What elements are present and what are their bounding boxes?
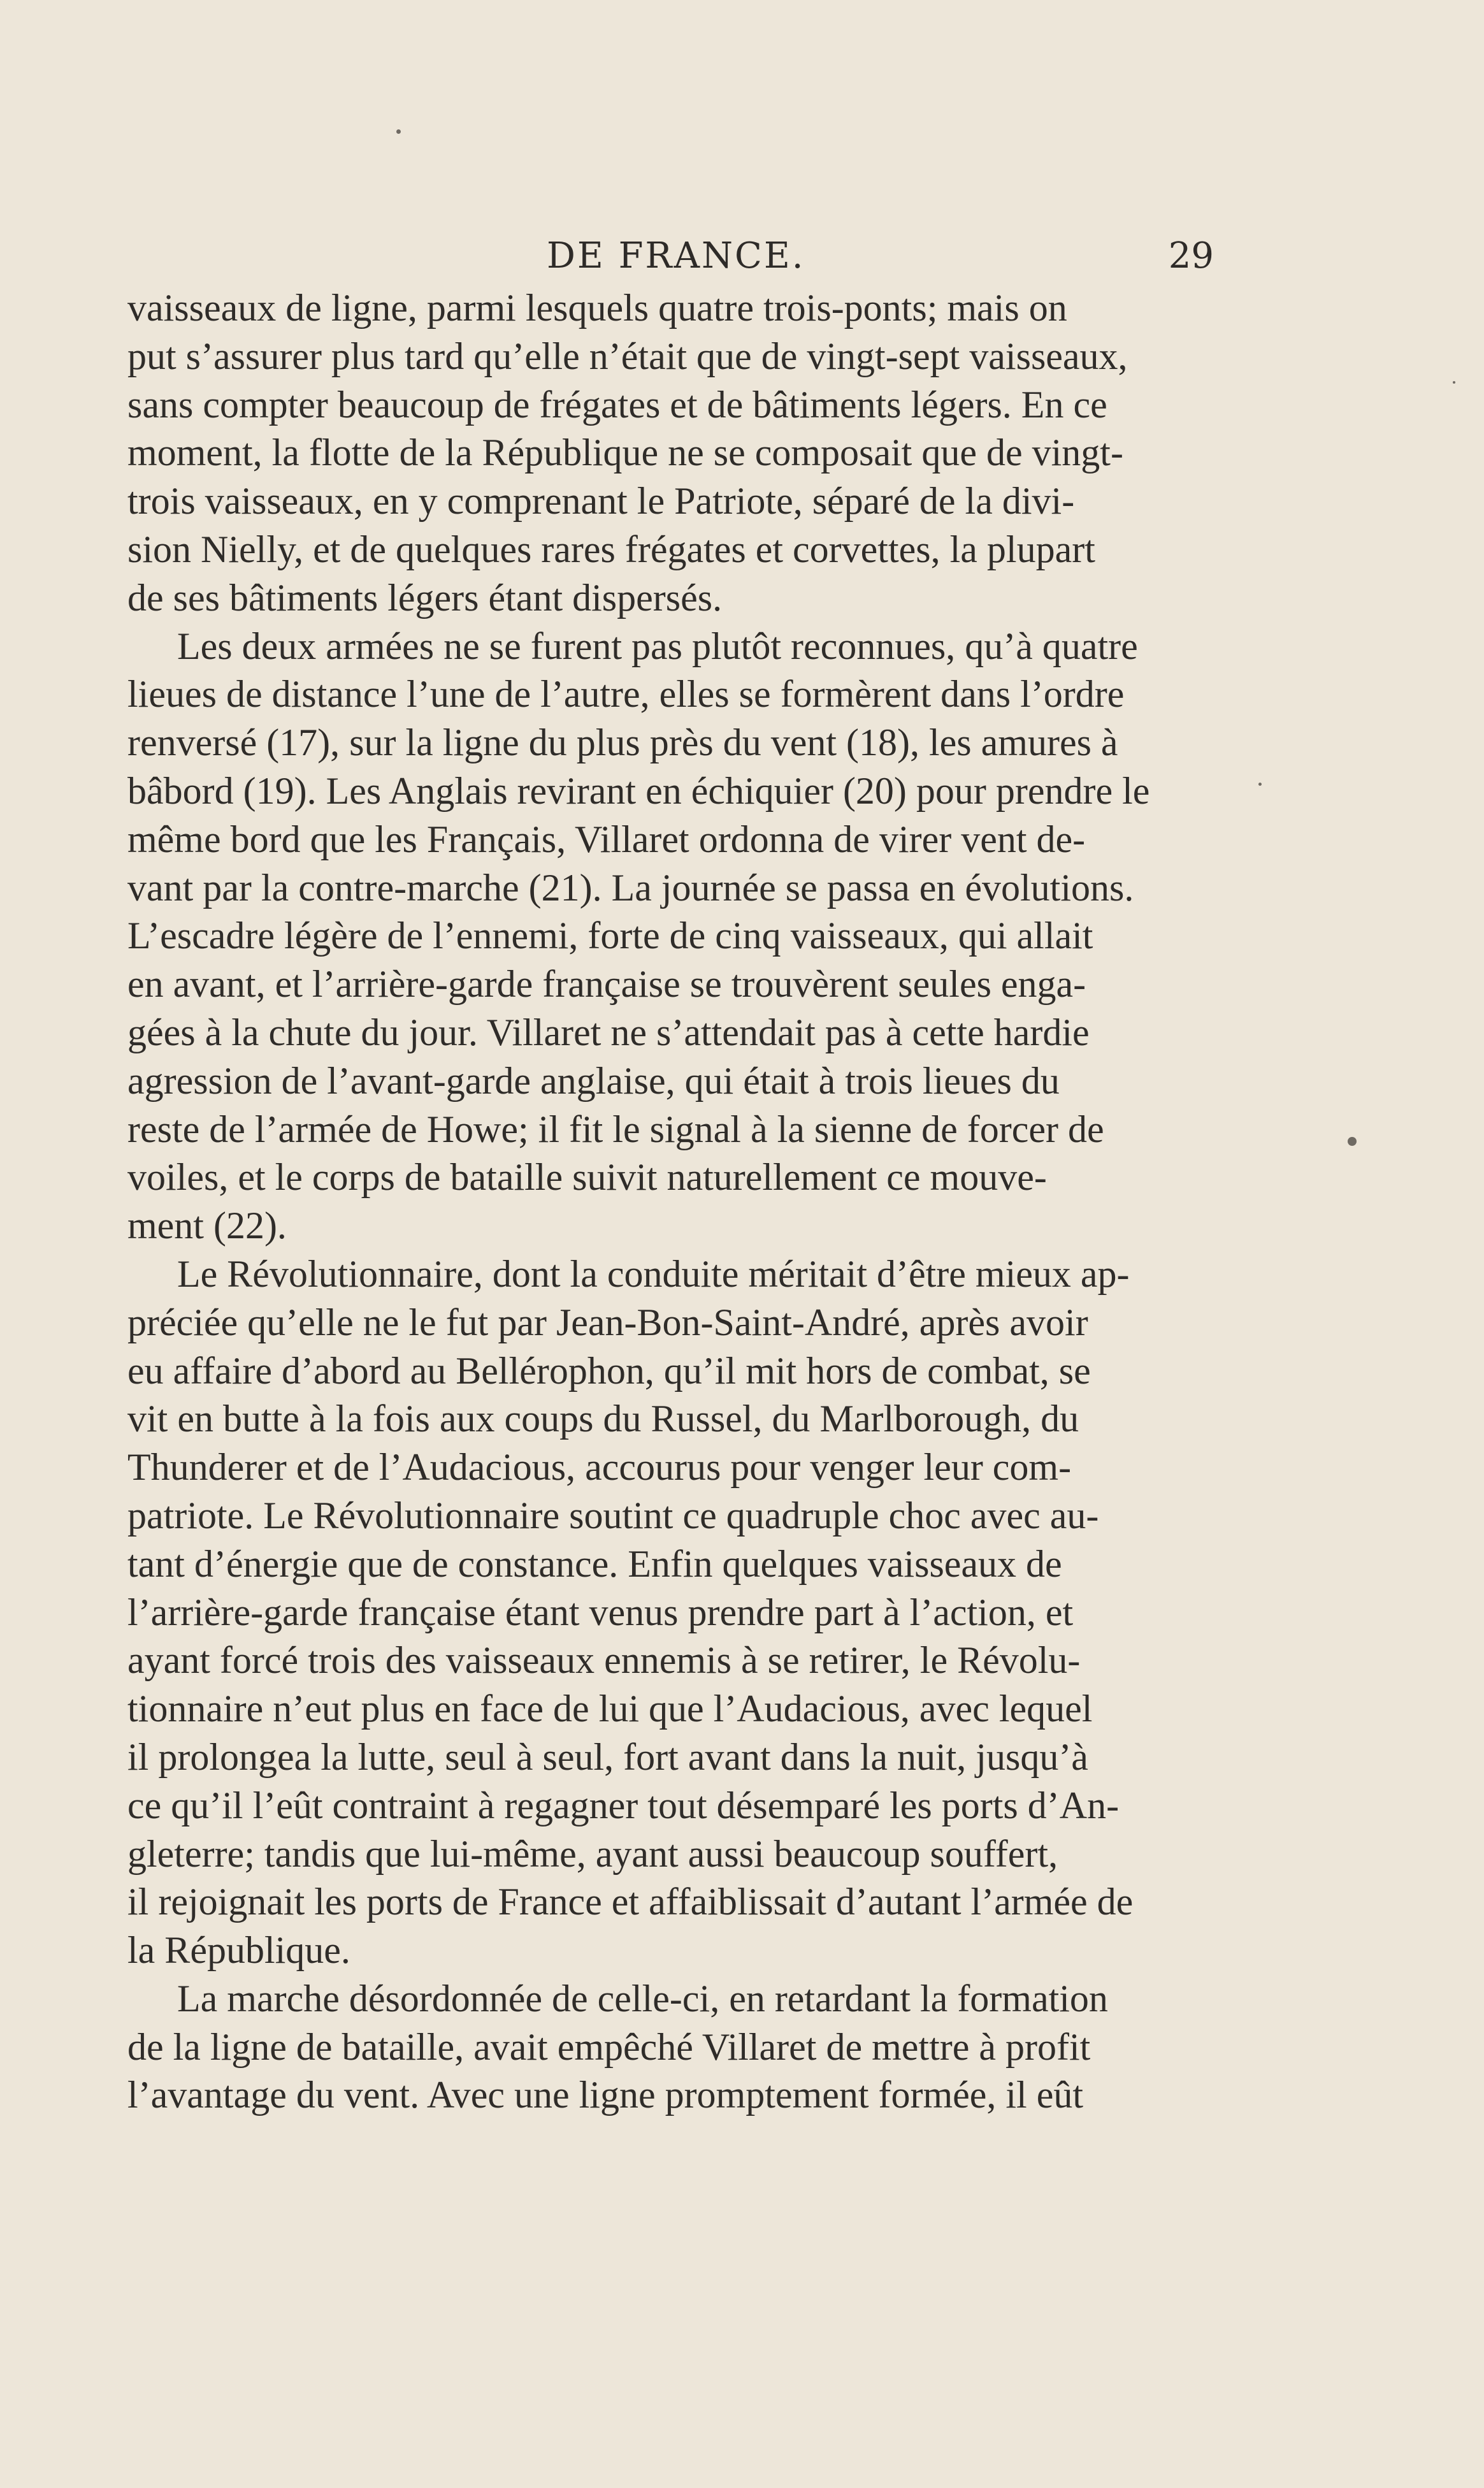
text-line: même bord que les Français, Villaret ordonna de virer vent de- (127, 818, 1086, 860)
text-line: lieues de distance l’une de l’autre, elles se formèrent dans l’ordre (127, 673, 1125, 716)
text-line: en avant, et l’arrière-garde française se trouvèrent seules enga- (127, 963, 1086, 1006)
text-line: tant d’énergie que de constance. Enfin quelques vaisseaux de (127, 1542, 1062, 1585)
text-line: l’avantage du vent. Avec une ligne promptement formée, il eût (127, 2074, 1084, 2116)
text-line: ment (22). (127, 1204, 287, 1247)
running-title: DE FRANCE. (547, 235, 805, 277)
paragraph-2 (127, 623, 1214, 1250)
text-line: voiles, et le corps de bataille suivit naturellement ce mouve- (127, 1156, 1047, 1199)
text-line: vit en butte à la fois aux coups du Russel, du Marlborough, du (127, 1398, 1079, 1440)
text-line (127, 1250, 1214, 1299)
text-line: gées à la chute du jour. Villaret ne s’attendait pas à cette hardie (127, 1011, 1090, 1053)
paper-speck (396, 129, 401, 134)
text-line-content: Le Révolutionnaire, dont la conduite méritait d’être mieux ap- (177, 1252, 1130, 1295)
running-head (127, 231, 1214, 282)
text-line: Thunderer et de l’Audacious, accourus pour venger leur com- (127, 1446, 1072, 1489)
paper-speck (1348, 1137, 1357, 1146)
text-line: reste de l’armée de Howe; il fit le signal à la sienne de forcer de (127, 1108, 1104, 1150)
text-line: patriote. Le Révolutionnaire soutint ce quadruple choc avec au- (127, 1494, 1099, 1537)
paper-speck (1258, 783, 1262, 786)
text-line: préciée qu’elle ne le fut par Jean-Bon-Saint-André, après avoir (127, 1301, 1088, 1343)
text-line: eu affaire d’abord au Bellérophon, qu’il mit hors de combat, se (127, 1349, 1091, 1392)
body-text (127, 284, 1214, 2120)
text-line: il prolongea la lutte, seul à seul, fort avant dans la nuit, jusqu’à (127, 1735, 1088, 1778)
text-line (127, 1975, 1214, 2023)
paragraph-3 (127, 1250, 1214, 1975)
text-line: L’escadre légère de l’ennemi, forte de cinq vaisseaux, qui allait (127, 915, 1093, 957)
text-line: de ses bâtiments légers étant dispersés. (127, 576, 723, 619)
text-line: ce qu’il l’eût contraint à regagner tout désemparé les ports d’An- (127, 1784, 1120, 1826)
text-line: moment, la flotte de la République ne se composait que de vingt- (127, 431, 1123, 474)
paragraph-1 (127, 284, 1214, 623)
text-line: renversé (17), sur la ligne du plus près du vent (18), les amures à (127, 721, 1118, 764)
text-line: tionnaire n’eut plus en face de lui que l’Audacious, avec lequel (127, 1688, 1093, 1730)
text-line: gleterre; tandis que lui-même, ayant aussi beaucoup souffert, (127, 1832, 1058, 1875)
text-line: put s’assurer plus tard qu’elle n’était que de vingt-sept vaisseaux, (127, 335, 1128, 377)
text-line: ayant forcé trois des vaisseaux ennemis à se retirer, le Révolu- (127, 1639, 1081, 1682)
text-line: de la ligne de bataille, avait empêché Villaret de mettre à profit (127, 2025, 1091, 2068)
text-line: il rejoignait les ports de France et affaiblissait d’autant l’armée de (127, 1881, 1134, 1923)
paper-speck (1453, 381, 1455, 384)
text-line: vaisseaux de ligne, parmi lesquels quatre trois-ponts; mais on (127, 287, 1067, 329)
text-line: trois vaisseaux, en y comprenant le Patriote, séparé de la divi- (127, 480, 1075, 523)
text-line-content: La marche désordonnée de celle-ci, en retardant la formation (177, 1977, 1108, 2020)
text-line: sans compter beaucoup de frégates et de bâtiments légers. En ce (127, 383, 1107, 426)
text-line: vant par la contre-marche (21). La journée se passa en évolutions. (127, 866, 1134, 909)
text-line: sion Nielly, et de quelques rares frégates et corvettes, la plupart (127, 528, 1095, 570)
text-line: bâbord (19). Les Anglais revirant en échiquier (20) pour prendre le (127, 769, 1150, 812)
text-line: agression de l’avant-garde anglaise, qui était à trois lieues du (127, 1059, 1060, 1102)
text-line: la République. (127, 1929, 350, 1972)
paragraph-4 (127, 1975, 1214, 2120)
text-line: l’arrière-garde française étant venus prendre part à l’action, et (127, 1591, 1074, 1633)
text-line (127, 623, 1214, 671)
page-number: 29 (1168, 235, 1214, 277)
text-line-content: Les deux armées ne se furent pas plutôt reconnues, qu’à quatre (177, 625, 1138, 667)
